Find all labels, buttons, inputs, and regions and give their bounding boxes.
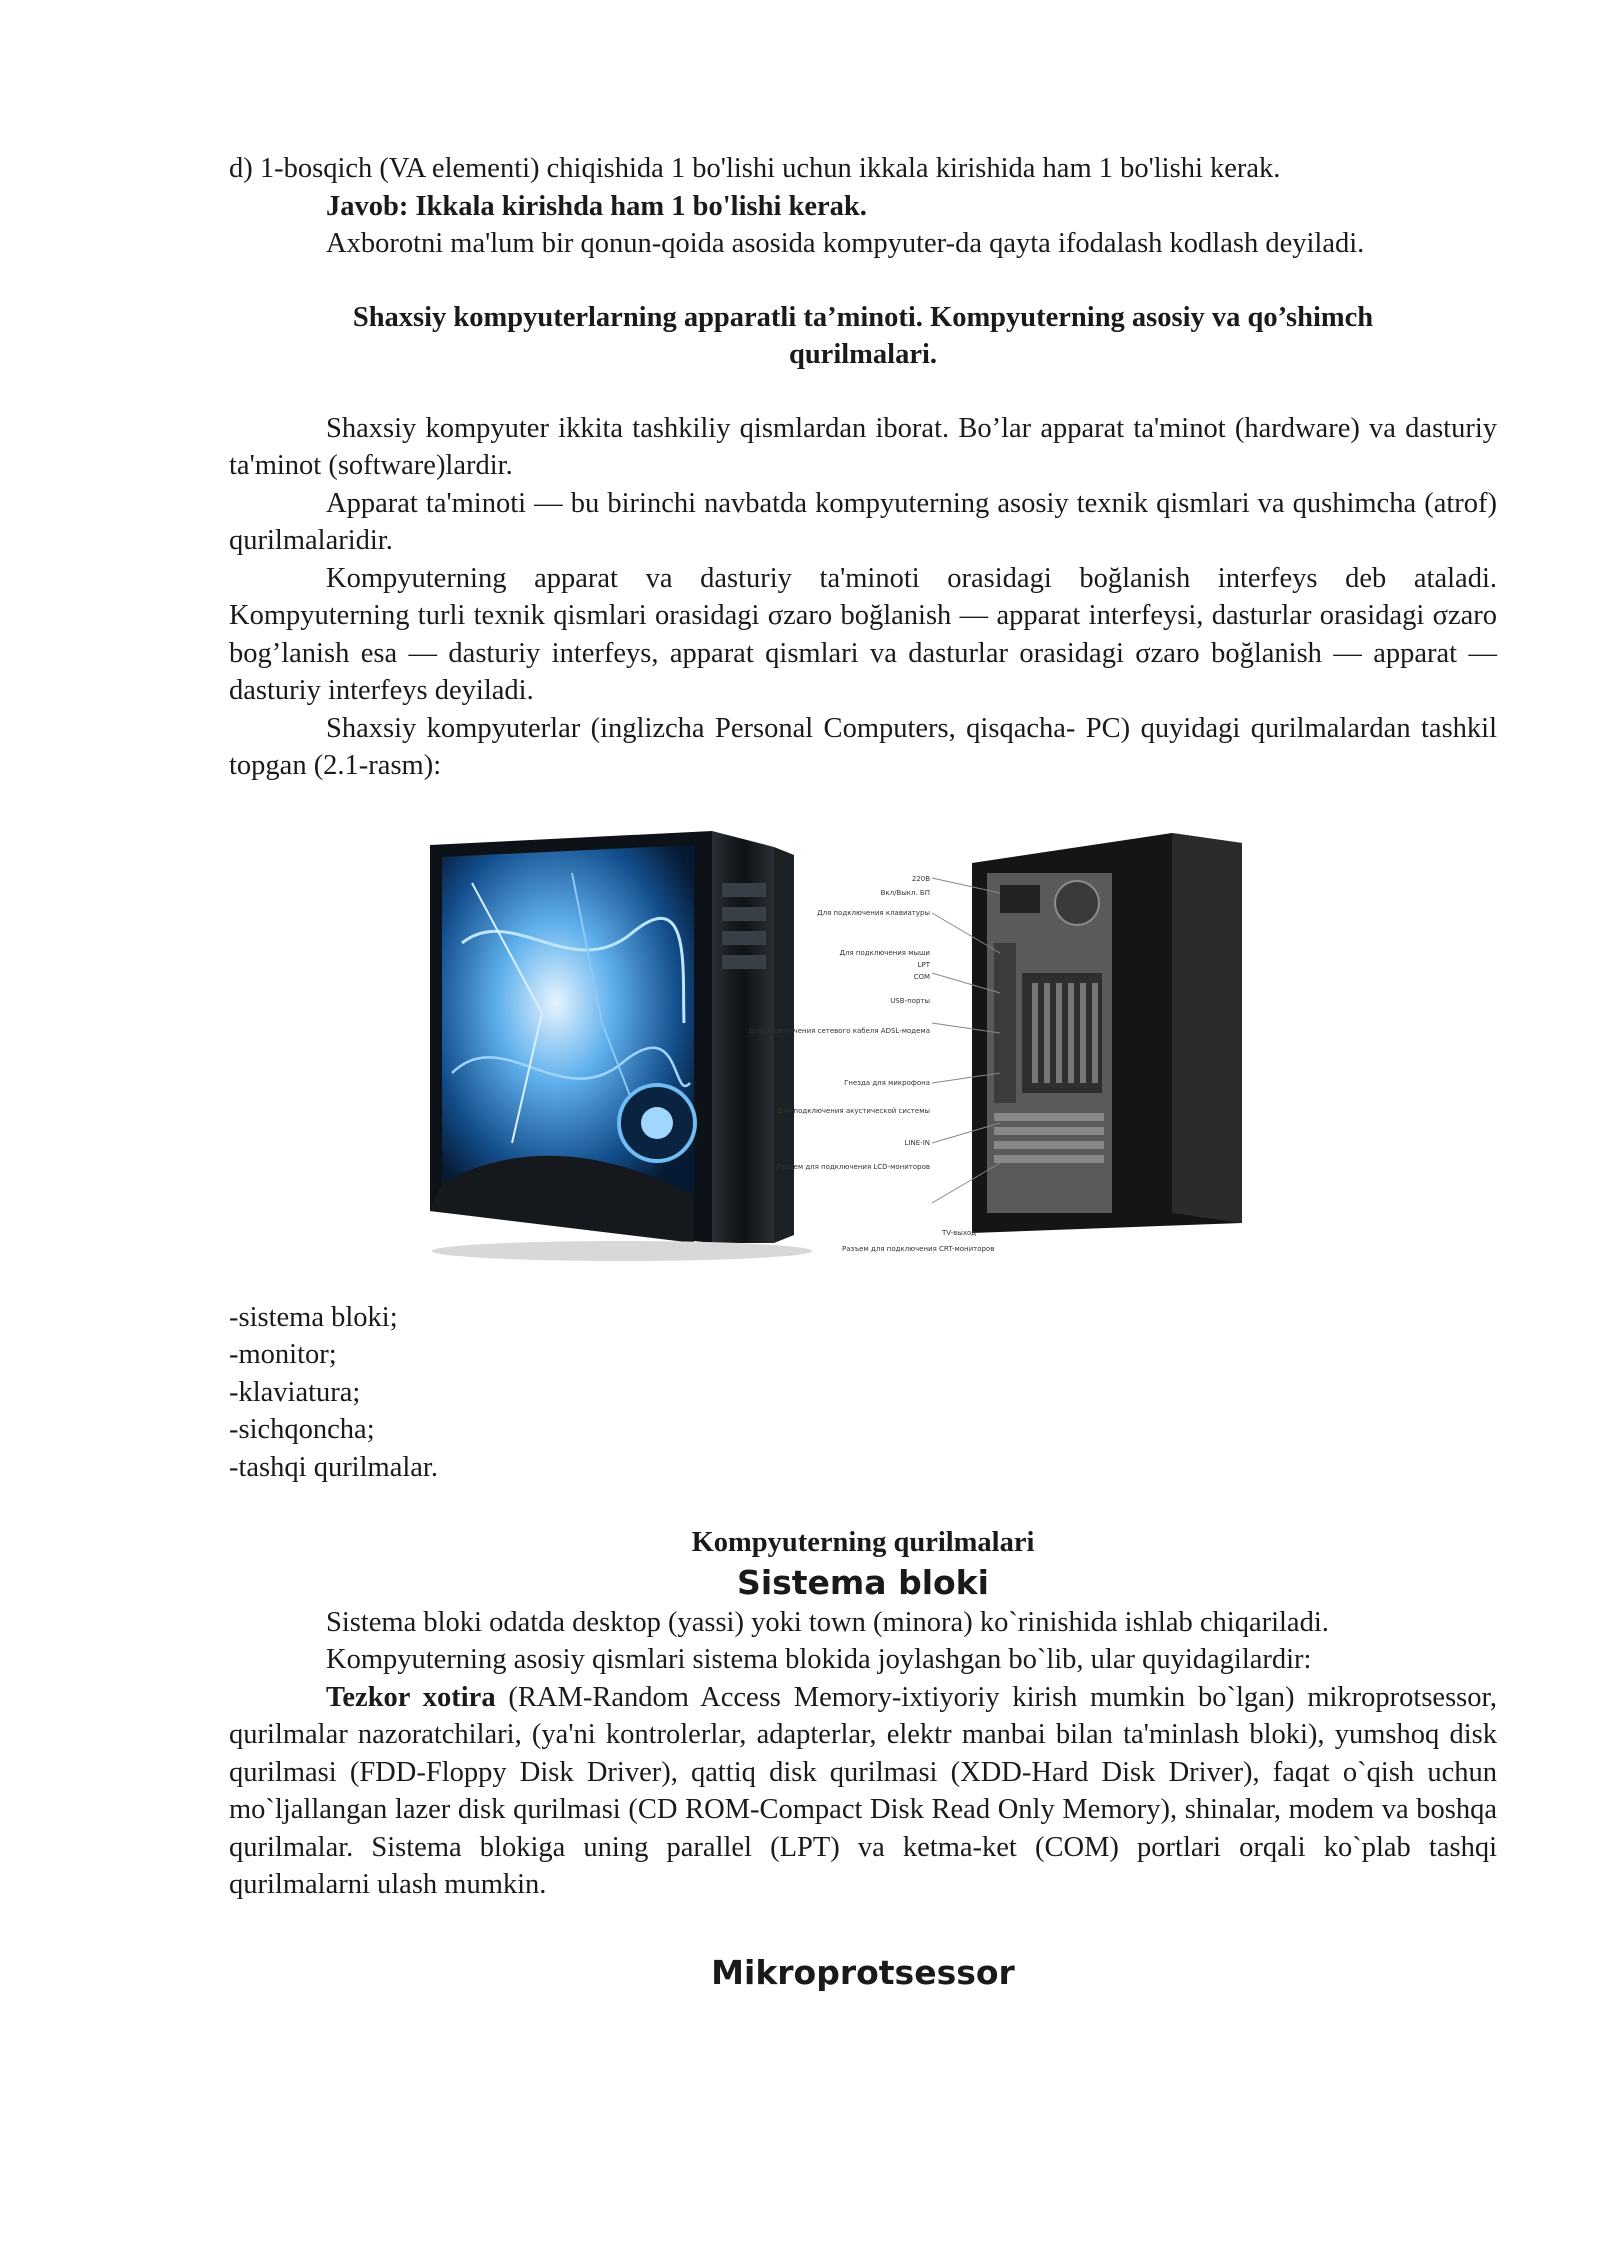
paragraph: Shaxsiy kompyuter ikkita tashkiliy qismlardan iborat. Bo’lar apparat ta'minot (hardware) va dasturiy ta'minot (software)lardir. [229,412,1497,481]
figure-label: Для подключения клавиатуры [817,908,930,917]
figure-label: Для подключения сетевого кабеля ADSL-модема [748,1026,930,1035]
paragraph: Sistema bloki odatda desktop (yassi) yoki town (minora) ko`rinishida ishlab chiqariladi. [326,1606,1329,1638]
figure-label: Разъем для подключения LCD-мониторов [776,1162,930,1171]
figure-label: LINE-IN [904,1138,930,1147]
term-bold: Tezkor xotira [326,1681,496,1713]
list-item: -sichqoncha; [229,1414,375,1445]
document-page [229,150,1497,1994]
heading-microprocessor: Mikroprotsessor [711,1952,1015,1992]
section-heading-devices: Kompyuterning qurilmalari [691,1527,1035,1558]
list-item: -tashqi qurilmalar. [229,1451,438,1483]
figure-label: Для подключения мыши [839,948,930,957]
tower-front-image [422,823,822,1263]
coding-definition: Axborotni ma'lum bir qonun-qoida asosida kompyuter-da qayta ifodalash kodlash deyiladi. [326,228,1365,259]
figure-label: Гнезда для микрофона [844,1078,930,1087]
answer-bold: Javob: Ikkala kirishda ham 1 bo'lishi kerak. [326,190,867,222]
section-heading-line1: Shaxsiy kompyuterlarning apparatli ta’minoti. Kompyuterning asosiy va qo’shimch [352,301,1374,333]
list-item: -monitor; [229,1339,337,1370]
section-heading-line2: qurilmalari. [788,339,938,370]
answer-line: d) 1-bosqich (VA elementi) chiqishida 1 bo'lishi uchun ikkala kirishida ham 1 bo'lishi kerak. [229,153,1281,184]
figure-label: Вкл/Выкл. БП [880,888,930,897]
figure-label: COM [913,972,930,981]
subheading-system-unit: Sistema bloki [737,1562,989,1602]
figure-label: LPT [917,960,930,969]
computer-figure [422,823,1302,1263]
paragraph: Kompyuterning apparat va dasturiy ta'minoti orasidagi boğlanish interfeys deb ataladi. Kompyuterning turli texnik qismlari orasidagi σzaro boğlanish — apparat interfeysi, dasturlar orasidagi σzaro bog’lanish esa — dasturiy interfeys, apparat qismlari va dasturlar orasidagi σzaro boğlanish — apparat — dasturiy interfeys deyiladi. [229,562,1497,706]
paragraph: Kompyuterning asosiy qismlari sistema blokida joylashgan bo`lib, ular quyidagilardir: [326,1644,1312,1675]
figure-label: Для подключения акустической системы [777,1106,930,1115]
device-list [229,1299,1497,1487]
paragraph-ram [229,1679,1497,1904]
figure-label: 220B [911,874,930,883]
figure-label: Разъем для подключения CRT-мониторов [842,1244,995,1253]
section-heading-hardware [229,299,1497,374]
tower-back-image [748,823,1302,1263]
list-item: -klaviatura; [229,1376,361,1408]
paragraph: Shaxsiy kompyuterlar (inglizcha Personal Computers, qisqacha- PC) quyidagi qurilmalardan tashkil topgan (2.1-rasm): [229,712,1497,781]
paragraph: Apparat ta'minoti — bu birinchi navbatda kompyuterning asosiy texnik qismlari va qushimcha (atrof) qurilmalaridir. [229,487,1497,556]
list-item: -sistema bloki; [229,1301,398,1333]
figure-label: USB-порты [890,996,930,1005]
paragraph-ram-text: (RAM-Random Access Memory-ixtiyoriy kirish mumkin bo`lgan) mikroprotsessor, qurilmalar nazoratchilari, (ya'ni kontrolerlar, adapterlar, elektr manbai bilan ta'minlash bloki), yumshoq disk qurilmasi (FDD-Floppy Disk Driver), qattiq disk qurilmasi (XDD-Hard Disk Driver), faqat o`qish uchun mo`ljallangan lazer disk qurilmasi (CD ROM-Compact Disk Read Only Memory), shinalar, modem va boshqa qurilmalar. Sistema blokiga uning parallel (LPT) va ketma-ket (COM) portlari orqali ko`plab tashqi qurilmalarni ulash mumkin. [229,1681,1497,1900]
figure-label: TV-выход [942,1228,977,1237]
